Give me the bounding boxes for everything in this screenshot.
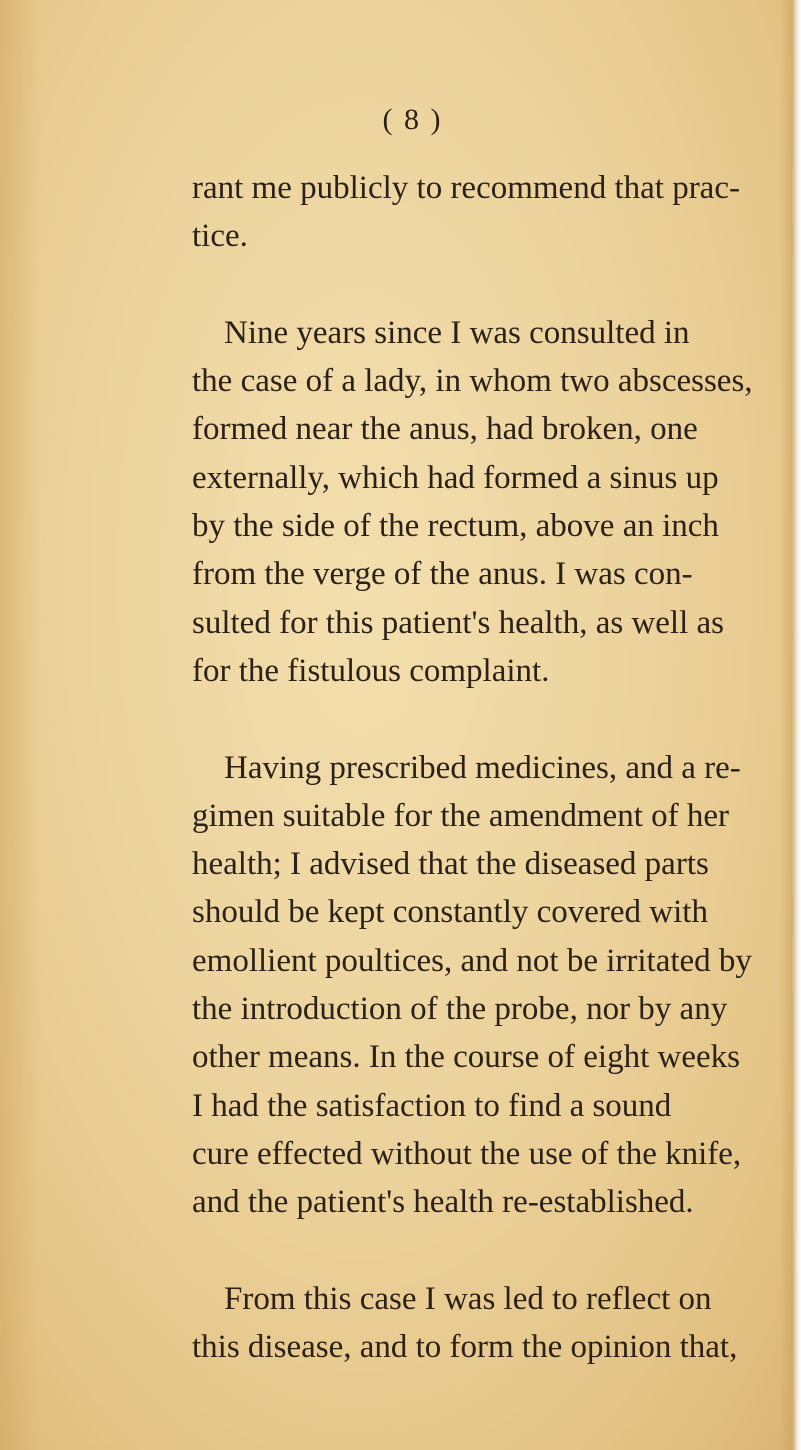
text-line: for the fistulous complaint. xyxy=(192,652,550,689)
text-line: from the verge of the anus. I was con- xyxy=(192,556,693,593)
text-line: Nine years since I was consulted in xyxy=(224,314,690,351)
page-number: ( 8 ) xyxy=(382,103,443,136)
paragraph-gap xyxy=(192,261,752,309)
text-line: this disease, and to form the opinion that, xyxy=(192,1329,738,1366)
text-line: cure effected without the use of the knife, xyxy=(192,1135,742,1172)
paragraph-gap xyxy=(192,695,752,743)
text-line: Having prescribed medicines, and a re- xyxy=(224,749,741,786)
paragraph-1 xyxy=(192,164,752,261)
text-line: tice. xyxy=(192,218,248,255)
body-text xyxy=(192,164,752,1371)
text-line: other means. In the course of eight weeks xyxy=(192,1039,740,1076)
text-line: rant me publicly to recommend that prac- xyxy=(192,170,740,206)
text-line: and the patient's health re-established. xyxy=(192,1184,694,1221)
text-line: by the side of the rectum, above an inch xyxy=(192,508,719,545)
paragraph-4 xyxy=(192,1275,752,1372)
text-line: health; I advised that the diseased parts xyxy=(192,846,709,883)
paragraph-3 xyxy=(192,744,752,1227)
text-line: sulted for this patient's health, as well as xyxy=(192,604,724,641)
page-right-edge xyxy=(779,0,801,1450)
text-line: the case of a lady, in whom two abscesses, xyxy=(192,363,753,400)
text-line: gimen suitable for the amendment of her xyxy=(192,797,729,834)
paragraph-gap xyxy=(192,1227,752,1275)
paragraph-2 xyxy=(192,309,752,695)
text-line: formed near the anus, had broken, one xyxy=(192,411,698,448)
text-line: emollient poultices, and not be irritated by xyxy=(192,942,752,979)
text-line: the introduction of the probe, nor by any xyxy=(192,991,728,1028)
text-line: I had the satisfaction to find a sound xyxy=(192,1087,672,1124)
page-left-shadow xyxy=(0,0,40,1450)
text-line: should be kept constantly covered with xyxy=(192,894,708,931)
text-line: From this case I was led to reflect on xyxy=(224,1280,712,1317)
text-line: externally, which had formed a sinus up xyxy=(192,459,719,496)
